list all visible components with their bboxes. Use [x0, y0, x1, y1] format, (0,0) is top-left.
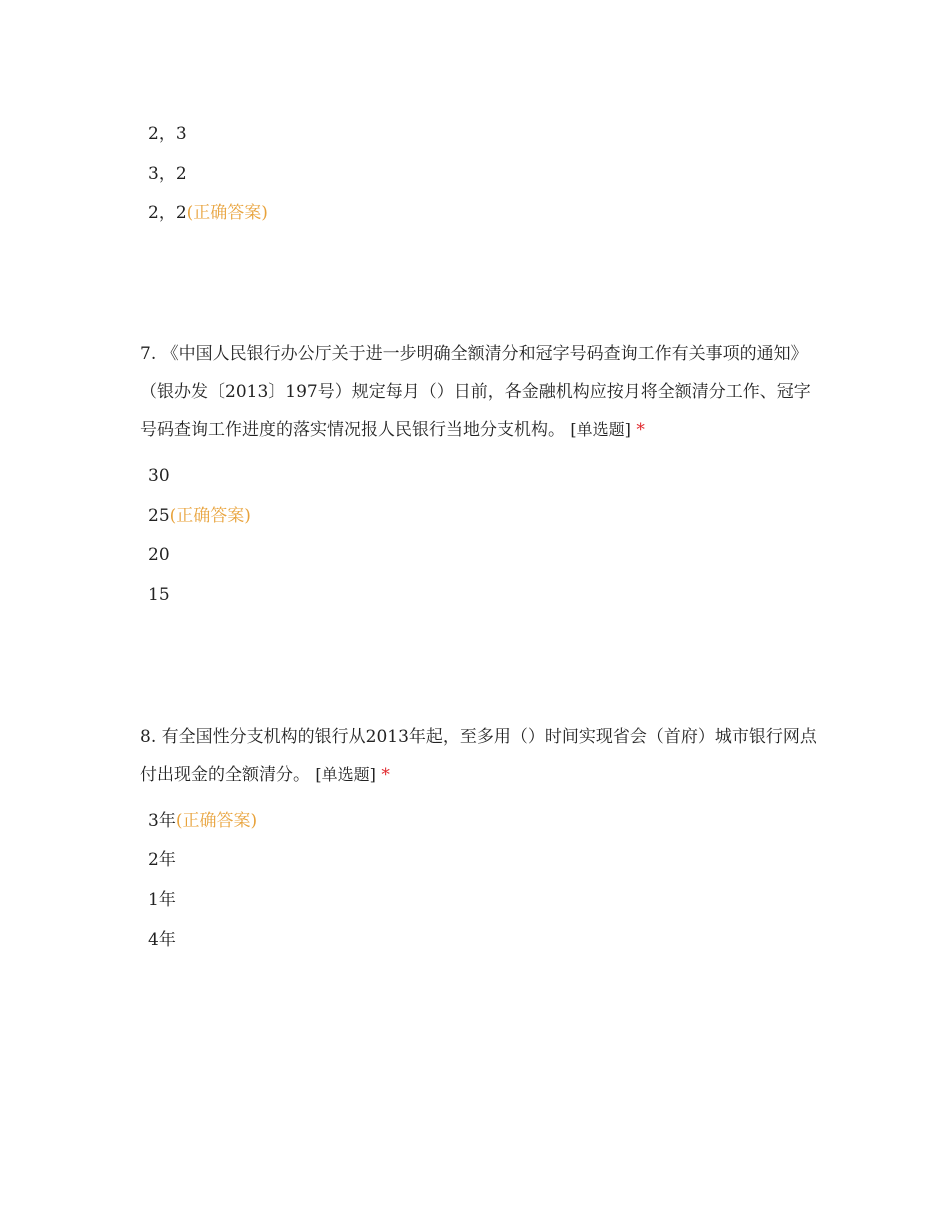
correct-answer-label: (正确答案)	[186, 203, 268, 223]
required-marker: *	[381, 765, 390, 785]
question-number: 7.	[140, 344, 157, 364]
option-text: 4年	[148, 930, 176, 950]
option-q8-b[interactable]	[148, 848, 176, 872]
option-prev-a[interactable]	[148, 122, 187, 146]
option-text: 25	[148, 506, 170, 526]
option-prev-c[interactable]	[148, 201, 268, 225]
question-text: 有全国性分支机构的银行从2013年起，至多用（）时间实现省会（首府）城市银行网点付出现金的全额清分。	[140, 727, 817, 785]
option-q7-b[interactable]	[148, 504, 251, 528]
question-7	[140, 335, 820, 449]
correct-answer-label: (正确答案)	[169, 506, 251, 526]
option-text: 2，2	[148, 203, 187, 223]
option-text: 3，2	[148, 164, 187, 184]
correct-answer-label: (正确答案)	[175, 811, 258, 831]
question-number: 8.	[140, 727, 157, 747]
option-prev-b[interactable]	[148, 162, 187, 186]
option-q8-d[interactable]	[148, 928, 176, 952]
option-text: 2年	[148, 850, 176, 870]
question-8	[140, 718, 820, 794]
option-q7-a[interactable]	[148, 464, 170, 488]
option-q7-c[interactable]	[148, 543, 170, 567]
option-text: 15	[148, 585, 170, 605]
question-text: 《中国人民银行办公厅关于进一步明确全额清分和冠字号码查询工作有关事项的通知》（银办发〔2013〕197号）规定每月（）日前，各金融机构应按月将全额清分工作、冠字号码查询工作进度的落实情况报人民银行当地分支机构。	[140, 344, 811, 440]
question-type: [单选题]	[570, 420, 631, 439]
required-marker: *	[636, 420, 645, 440]
option-text: 3年	[148, 811, 176, 831]
option-text: 1年	[148, 890, 176, 910]
option-text: 30	[148, 466, 170, 486]
option-q8-c[interactable]	[148, 888, 176, 912]
option-q8-a[interactable]	[148, 809, 257, 833]
option-text: 2，3	[148, 124, 187, 144]
option-q7-d[interactable]	[148, 583, 170, 607]
question-type: [单选题]	[315, 765, 376, 784]
option-text: 20	[148, 545, 170, 565]
